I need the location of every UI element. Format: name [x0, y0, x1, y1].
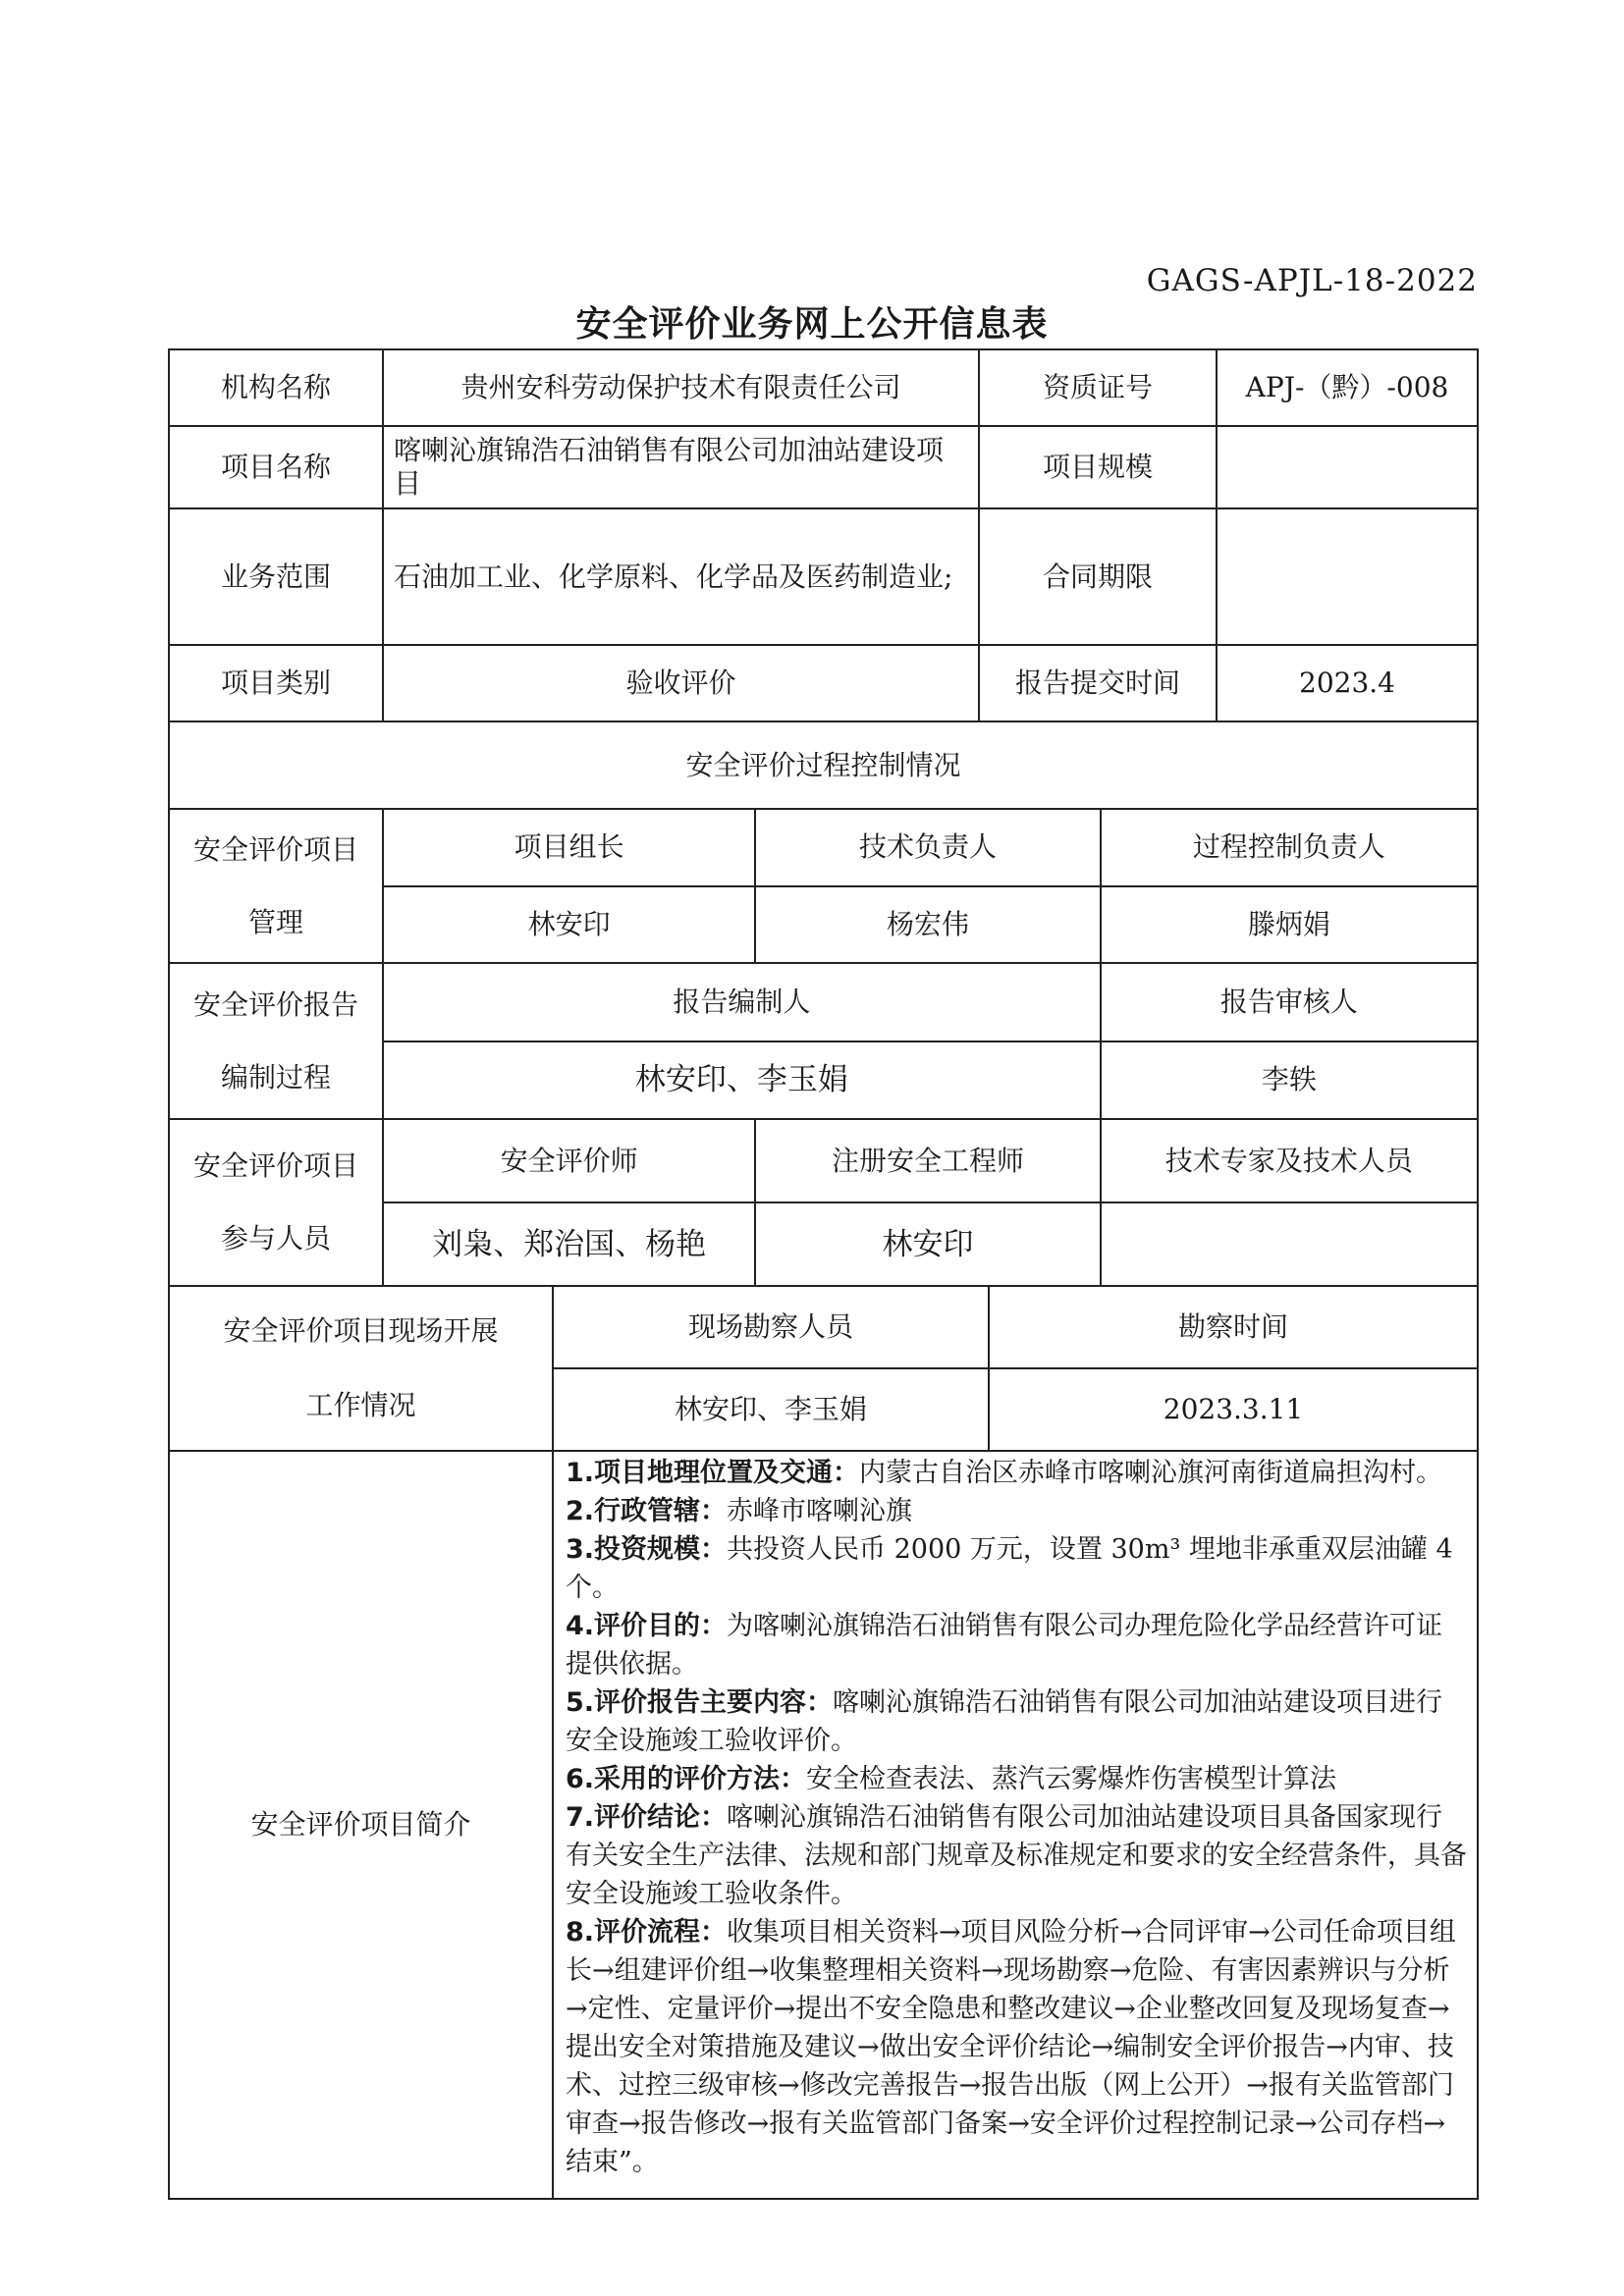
intro-item-text: 为喀喇沁旗锦浩石油销售有限公司办理危险化学品经营许可证提供依据。: [566, 1611, 1443, 1680]
intro-item-text: 收集项目相关资料→项目风险分析→合同评审→公司任命项目组长→组建评价组→收集整理相关资料→现场勘察→危险、有害因素辨识与分析→定性、定量评价→提出不安全隐患和整改建议→企业整改回复及现场复查→提出安全对策措施及建议→做出安全评价结论→编制安全评价报告→内审、技术、过控三级审核→修改完善报告→报告出版（网上公开）→报有关监管部门审查→报告修改→报有关监管部门备案→安全评价过程控制记录→公司存档→结束”。: [566, 1917, 1456, 2177]
intro-item-title: 8.评价流程：: [566, 1917, 728, 1948]
row-introduction: [170, 1450, 1477, 2198]
intro-item: [566, 1530, 1467, 1607]
project-name-value: 喀喇沁旗锦浩石油销售有限公司加油站建设项目: [382, 427, 978, 507]
row-management: [170, 808, 1477, 962]
scope-value: 石油加工业、化学原料、化学品及医药制造业;: [382, 509, 978, 644]
intro-item-title: 5.评价报告主要内容：: [566, 1687, 834, 1718]
survey-time-value: 2023.3.11: [988, 1369, 1477, 1450]
intro-item-title: 6.采用的评价方法：: [566, 1764, 807, 1794]
report-grid: [382, 964, 1477, 1118]
site-work-label: [170, 1287, 552, 1450]
org-name-value: 贵州安科劳动保护技术有限责任公司: [382, 350, 978, 425]
tech-experts-header: 技术专家及技术人员: [1100, 1120, 1477, 1201]
report-author-value: 林安印、李玉娟: [634, 1062, 848, 1098]
report-reviewer-header: 报告审核人: [1100, 964, 1477, 1041]
cert-label: 资质证号: [978, 350, 1216, 425]
tech-experts-value: [1100, 1203, 1477, 1285]
participants-values: [384, 1201, 1477, 1285]
project-scale-value: [1216, 427, 1477, 507]
contract-term-label: 合同期限: [978, 509, 1216, 644]
intro-item-text: 喀喇沁旗锦浩石油销售有限公司加油站建设项目进行安全设施竣工验收评价。: [566, 1687, 1443, 1756]
intro-item-title: 4.评价目的：: [566, 1611, 728, 1641]
safety-assessor-value: 刘枭、郑治国、杨艳: [432, 1226, 707, 1262]
registered-engineer-header: 注册安全工程师: [754, 1120, 1099, 1201]
report-label: [170, 964, 382, 1118]
participants-headers: [384, 1120, 1477, 1201]
process-lead-value: 滕炳娟: [1100, 887, 1477, 963]
report-reviewer-value: 李轶: [1100, 1042, 1477, 1119]
intro-item-text: 喀喇沁旗锦浩石油销售有限公司加油站建设项目具备国家现行有关安全生产法律、法规和部门规章及标准规定和要求的安全经营条件，具备安全设施竣工验收条件。: [566, 1802, 1467, 1909]
document-code: GAGS-APJL-18-2022: [1146, 263, 1478, 298]
intro-item-title: 3.投资规模：: [566, 1534, 728, 1565]
management-values: [384, 885, 1477, 963]
row-process-header: [170, 721, 1477, 808]
row-report: [170, 962, 1477, 1118]
intro-item: [566, 1913, 1467, 2181]
cert-value: APJ-（黔）-008: [1216, 350, 1477, 425]
site-surveyors-header: 现场勘察人员: [688, 1310, 854, 1343]
participants-grid: [382, 1120, 1477, 1285]
intro-item-title: 2.行政管辖：: [566, 1496, 728, 1526]
page-title: 安全评价业务网上公开信息表: [575, 304, 1049, 345]
intro-item-text: 安全检查表法、蒸汽云雾爆炸伤害模型计算法: [806, 1764, 1337, 1794]
row-participants: [170, 1118, 1477, 1285]
process-control-header: 安全评价过程控制情况: [685, 748, 961, 781]
intro-item-title: 1.项目地理位置及交通：: [566, 1458, 860, 1488]
project-name-label: 项目名称: [220, 451, 331, 483]
participants-label-text: 安全评价项目参与人员: [192, 1149, 358, 1255]
intro-item-text: 赤峰市喀喇沁旗: [727, 1496, 913, 1526]
row-business-scope: [170, 507, 1477, 644]
org-name-label: 机构名称: [220, 371, 331, 403]
intro-item: [566, 1492, 1467, 1530]
management-label: [170, 810, 382, 962]
site-work-label-text: 安全评价项目现场开展工作情况: [223, 1314, 499, 1421]
report-headers: [384, 964, 1477, 1041]
intro-item-title: 7.评价结论：: [566, 1802, 728, 1833]
site-values: [554, 1367, 1477, 1450]
registered-engineer-value: 林安印: [754, 1203, 1099, 1285]
management-grid: [382, 810, 1477, 962]
intro-item: [566, 1607, 1467, 1683]
report-author-header: 报告编制人: [673, 985, 811, 1018]
row-project-name: [170, 425, 1477, 507]
report-values: [384, 1041, 1477, 1119]
team-leader-header: 项目组长: [514, 830, 624, 864]
process-lead-header: 过程控制负责人: [1100, 810, 1477, 885]
participants-label: [170, 1120, 382, 1285]
info-table: [168, 348, 1479, 2200]
row-project-type: [170, 644, 1477, 721]
scope-label: 业务范围: [220, 560, 331, 593]
intro-item: [566, 1454, 1467, 1492]
tech-lead-header: 技术负责人: [754, 810, 1099, 885]
intro-label: 安全评价项目简介: [250, 1808, 471, 1841]
management-headers: [384, 810, 1477, 885]
tech-lead-value: 杨宏伟: [754, 887, 1099, 963]
report-label-text: 安全评价报告编制过程: [192, 988, 358, 1094]
intro-item: [566, 1683, 1467, 1760]
safety-assessor-header: 安全评价师: [500, 1144, 638, 1177]
submit-time-label: 报告提交时间: [978, 646, 1216, 721]
project-type-value: 验收评价: [382, 646, 978, 721]
intro-item: [566, 1798, 1467, 1913]
project-scale-label: 项目规模: [978, 427, 1216, 507]
row-site-work: [170, 1285, 1477, 1450]
intro-item-text: 内蒙古自治区赤峰市喀喇沁旗河南街道扁担沟村。: [859, 1458, 1443, 1488]
contract-term-value: [1216, 509, 1477, 644]
survey-time-header: 勘察时间: [988, 1287, 1477, 1367]
management-label-text: 安全评价项目管理: [192, 832, 358, 938]
intro-item: [566, 1760, 1467, 1798]
row-organization: [170, 350, 1477, 425]
site-headers: [554, 1287, 1477, 1367]
site-work-grid: [552, 1287, 1477, 1450]
project-type-label: 项目类别: [220, 667, 331, 699]
team-leader-value: 林安印: [527, 907, 611, 940]
intro-content: [552, 1452, 1477, 2198]
site-surveyors-value: 林安印、李玉娟: [675, 1393, 868, 1425]
intro-item-text: 共投资人民币 2000 万元，设置 30m³ 埋地非承重双层油罐 4 个。: [566, 1534, 1453, 1603]
submit-time-value: 2023.4: [1216, 646, 1477, 721]
